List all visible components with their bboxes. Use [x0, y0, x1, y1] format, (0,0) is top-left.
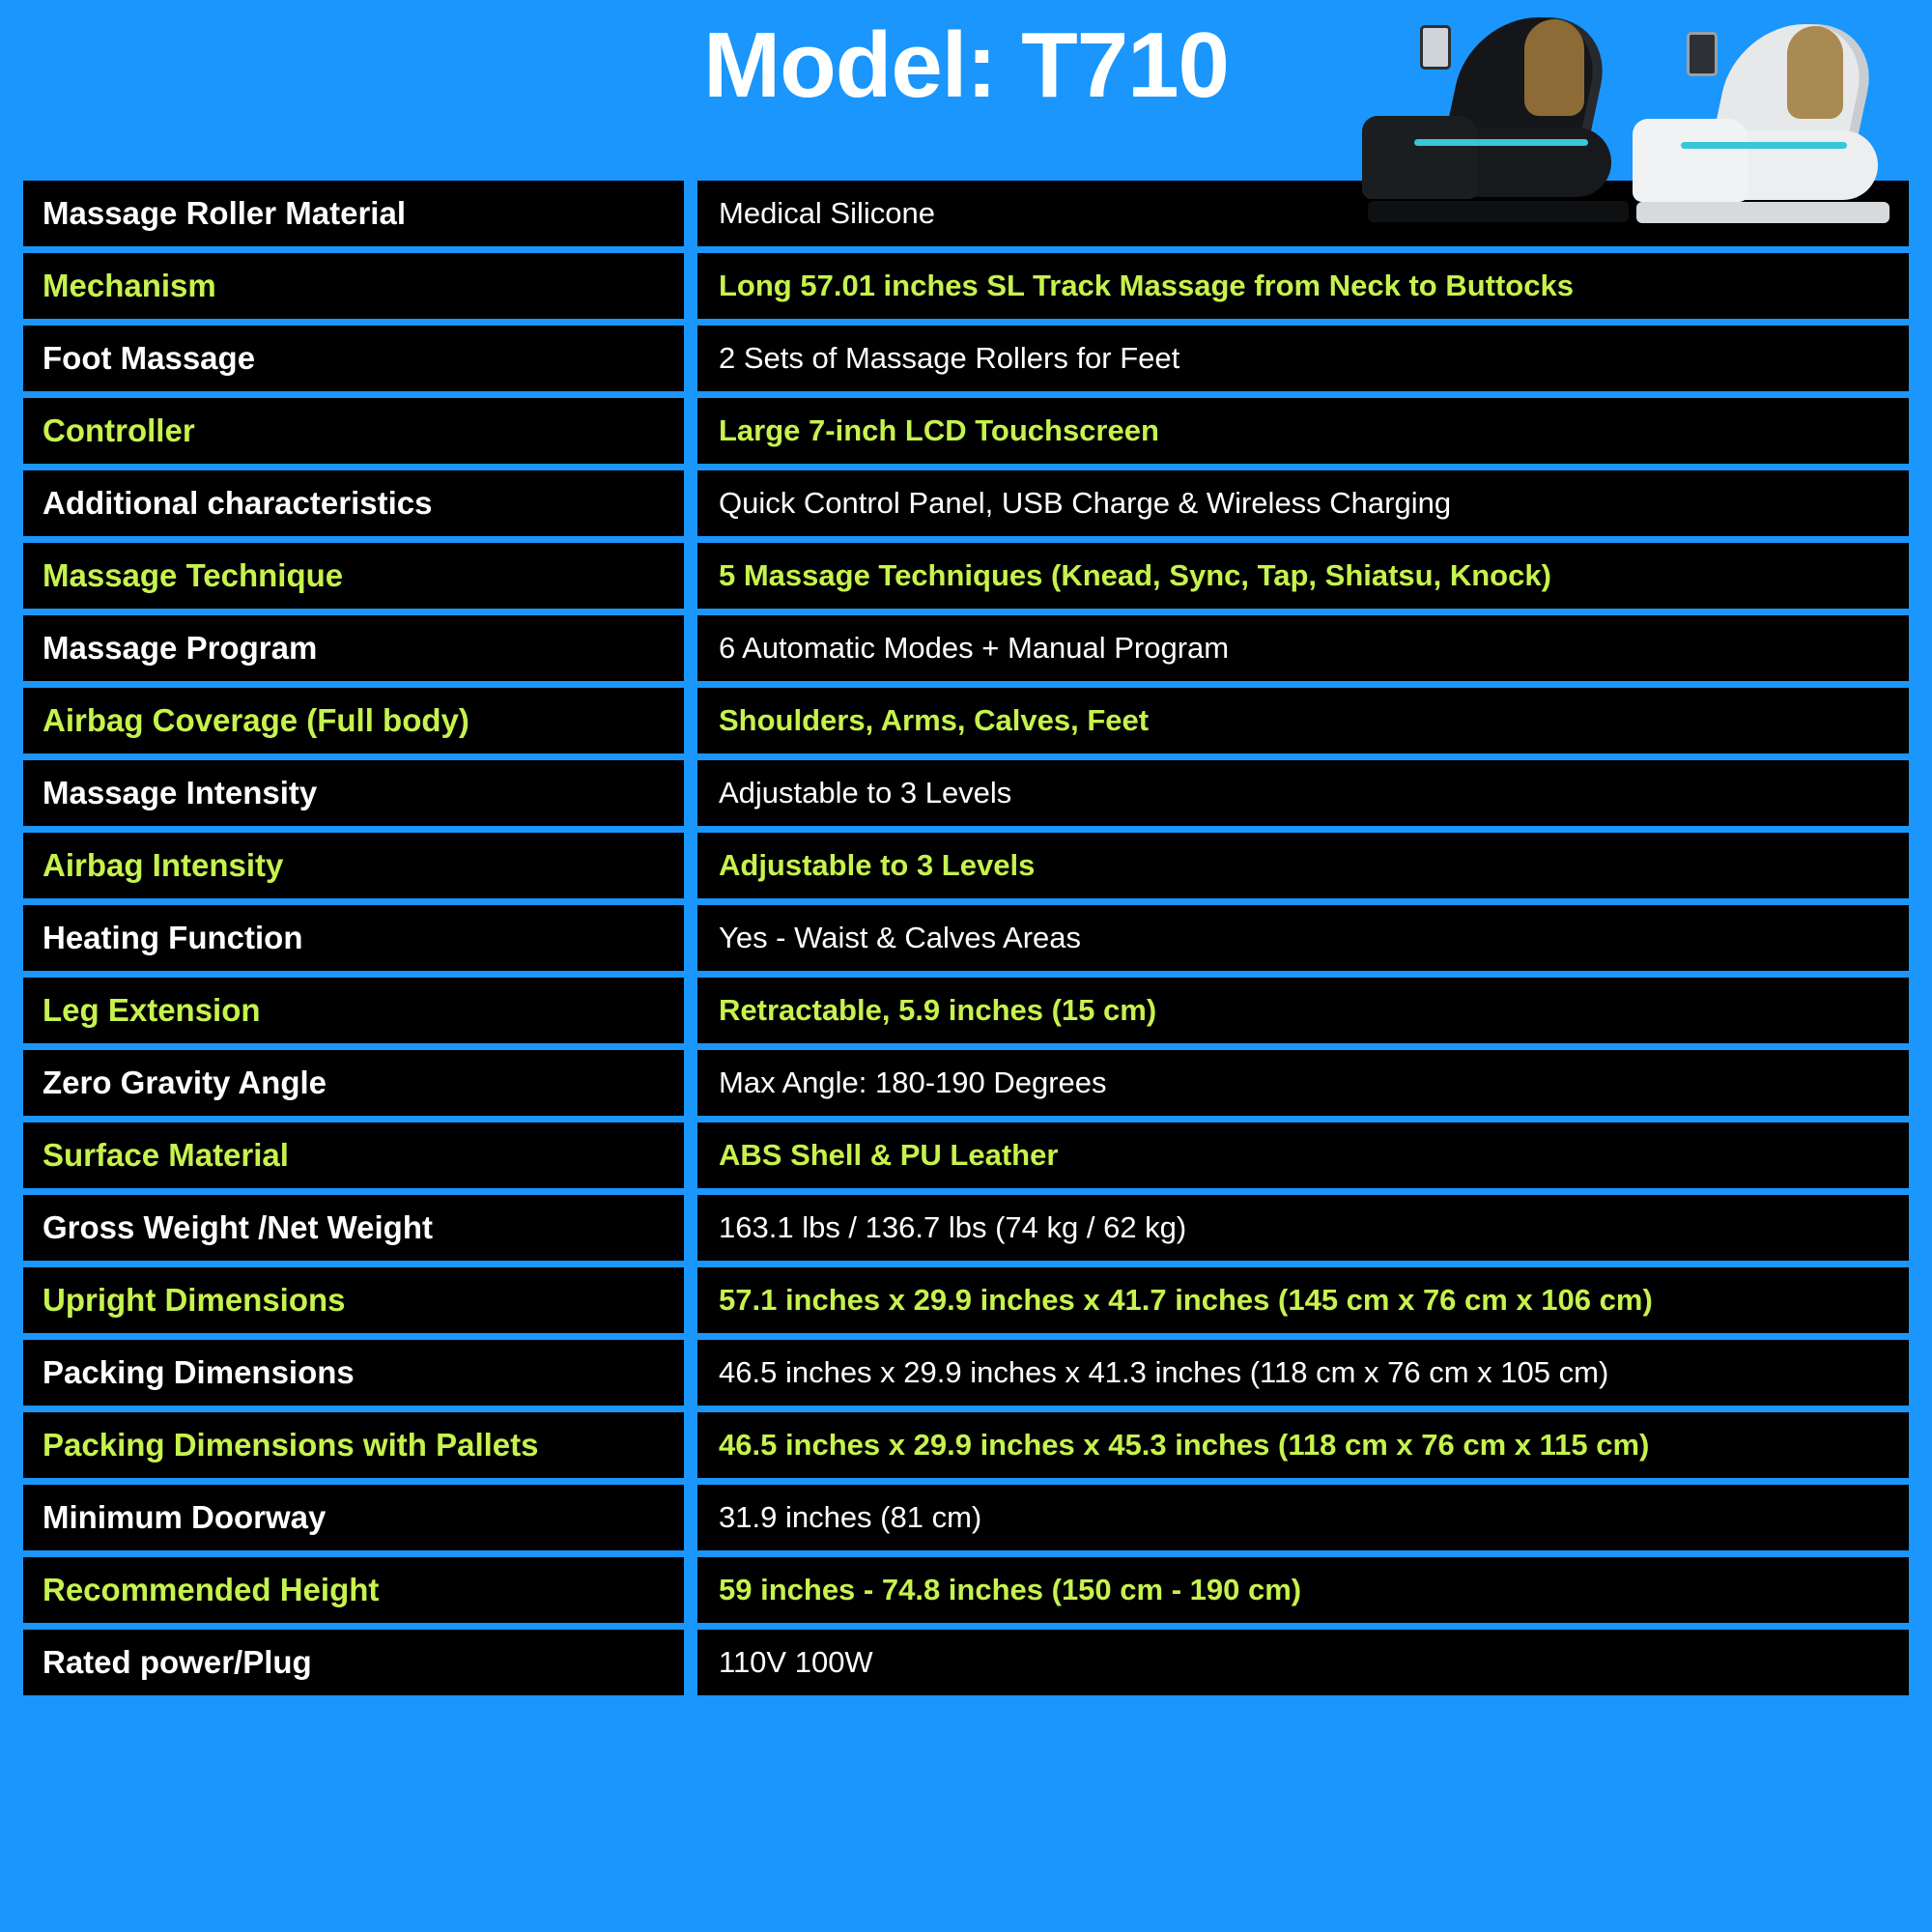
- spec-label: Packing Dimensions: [23, 1340, 684, 1406]
- spec-table-body: [23, 181, 1909, 1695]
- column-divider: [684, 181, 697, 246]
- spec-label: Leg Extension: [23, 978, 684, 1043]
- massage-chair-black-image: [1362, 12, 1652, 234]
- page-title: Model: T710: [703, 14, 1229, 117]
- spec-value: 46.5 inches x 29.9 inches x 45.3 inches (118 cm x 76 cm x 115 cm): [697, 1412, 1909, 1478]
- table-row: [23, 253, 1909, 319]
- spec-value: 2 Sets of Massage Rollers for Feet: [697, 326, 1909, 391]
- table-row: [23, 543, 1909, 609]
- table-row: [23, 1340, 1909, 1406]
- spec-value: 163.1 lbs / 136.7 lbs (74 kg / 62 kg): [697, 1195, 1909, 1261]
- column-divider: [684, 1195, 697, 1261]
- table-row: [23, 1050, 1909, 1116]
- page-header: [23, 0, 1909, 174]
- table-row: [23, 326, 1909, 391]
- spec-label: Additional characteristics: [23, 470, 684, 536]
- spec-value: 59 inches - 74.8 inches (150 cm - 190 cm): [697, 1557, 1909, 1623]
- column-divider: [684, 1630, 697, 1695]
- spec-label: Massage Technique: [23, 543, 684, 609]
- spec-label: Airbag Intensity: [23, 833, 684, 898]
- spec-value: Large 7-inch LCD Touchscreen: [697, 398, 1909, 464]
- spec-value: Long 57.01 inches SL Track Massage from Neck to Buttocks: [697, 253, 1909, 319]
- spec-value: Adjustable to 3 Levels: [697, 833, 1909, 898]
- table-row: [23, 688, 1909, 753]
- spec-value: ABS Shell & PU Leather: [697, 1122, 1909, 1188]
- column-divider: [684, 1557, 697, 1623]
- table-row: [23, 1485, 1909, 1550]
- spec-label: Minimum Doorway: [23, 1485, 684, 1550]
- spec-value: Adjustable to 3 Levels: [697, 760, 1909, 826]
- spec-value: Medical Silicone: [697, 181, 1909, 246]
- spec-value: Yes - Waist & Calves Areas: [697, 905, 1909, 971]
- spec-label: Upright Dimensions: [23, 1267, 684, 1333]
- spec-label: Massage Roller Material: [23, 181, 684, 246]
- column-divider: [684, 688, 697, 753]
- spec-label: Mechanism: [23, 253, 684, 319]
- column-divider: [684, 1340, 697, 1406]
- spec-value: 46.5 inches x 29.9 inches x 41.3 inches (118 cm x 76 cm x 105 cm): [697, 1340, 1909, 1406]
- spec-value: 31.9 inches (81 cm): [697, 1485, 1909, 1550]
- column-divider: [684, 543, 697, 609]
- product-image-group: [1362, 2, 1903, 234]
- column-divider: [684, 1485, 697, 1550]
- spec-label: Rated power/Plug: [23, 1630, 684, 1695]
- spec-label: Recommended Height: [23, 1557, 684, 1623]
- massage-chair-white-image: [1633, 16, 1913, 234]
- spec-label: Gross Weight /Net Weight: [23, 1195, 684, 1261]
- specifications-table: [23, 174, 1909, 1702]
- table-row: [23, 833, 1909, 898]
- table-row: [23, 1412, 1909, 1478]
- table-row: [23, 615, 1909, 681]
- column-divider: [684, 905, 697, 971]
- table-row: [23, 978, 1909, 1043]
- spec-label: Heating Function: [23, 905, 684, 971]
- table-row: [23, 398, 1909, 464]
- column-divider: [684, 253, 697, 319]
- column-divider: [684, 1122, 697, 1188]
- table-row: [23, 1630, 1909, 1695]
- spec-label: Airbag Coverage (Full body): [23, 688, 684, 753]
- spec-value: 5 Massage Techniques (Knead, Sync, Tap, Shiatsu, Knock): [697, 543, 1909, 609]
- spec-label: Packing Dimensions with Pallets: [23, 1412, 684, 1478]
- table-row: [23, 470, 1909, 536]
- column-divider: [684, 1412, 697, 1478]
- column-divider: [684, 978, 697, 1043]
- table-row: [23, 1195, 1909, 1261]
- spec-label: Massage Intensity: [23, 760, 684, 826]
- column-divider: [684, 615, 697, 681]
- spec-label: Surface Material: [23, 1122, 684, 1188]
- column-divider: [684, 326, 697, 391]
- column-divider: [684, 833, 697, 898]
- table-row: [23, 1122, 1909, 1188]
- spec-label: Zero Gravity Angle: [23, 1050, 684, 1116]
- column-divider: [684, 760, 697, 826]
- table-row: [23, 1267, 1909, 1333]
- table-row: [23, 760, 1909, 826]
- spec-value: 110V 100W: [697, 1630, 1909, 1695]
- spec-value: Shoulders, Arms, Calves, Feet: [697, 688, 1909, 753]
- column-divider: [684, 1267, 697, 1333]
- spec-value: Quick Control Panel, USB Charge & Wireless Charging: [697, 470, 1909, 536]
- table-row: [23, 905, 1909, 971]
- column-divider: [684, 1050, 697, 1116]
- spec-label: Massage Program: [23, 615, 684, 681]
- spec-value: 57.1 inches x 29.9 inches x 41.7 inches (145 cm x 76 cm x 106 cm): [697, 1267, 1909, 1333]
- column-divider: [684, 470, 697, 536]
- spec-label: Controller: [23, 398, 684, 464]
- table-row: [23, 1557, 1909, 1623]
- column-divider: [684, 398, 697, 464]
- spec-value: Max Angle: 180-190 Degrees: [697, 1050, 1909, 1116]
- spec-value: Retractable, 5.9 inches (15 cm): [697, 978, 1909, 1043]
- spec-label: Foot Massage: [23, 326, 684, 391]
- spec-value: 6 Automatic Modes + Manual Program: [697, 615, 1909, 681]
